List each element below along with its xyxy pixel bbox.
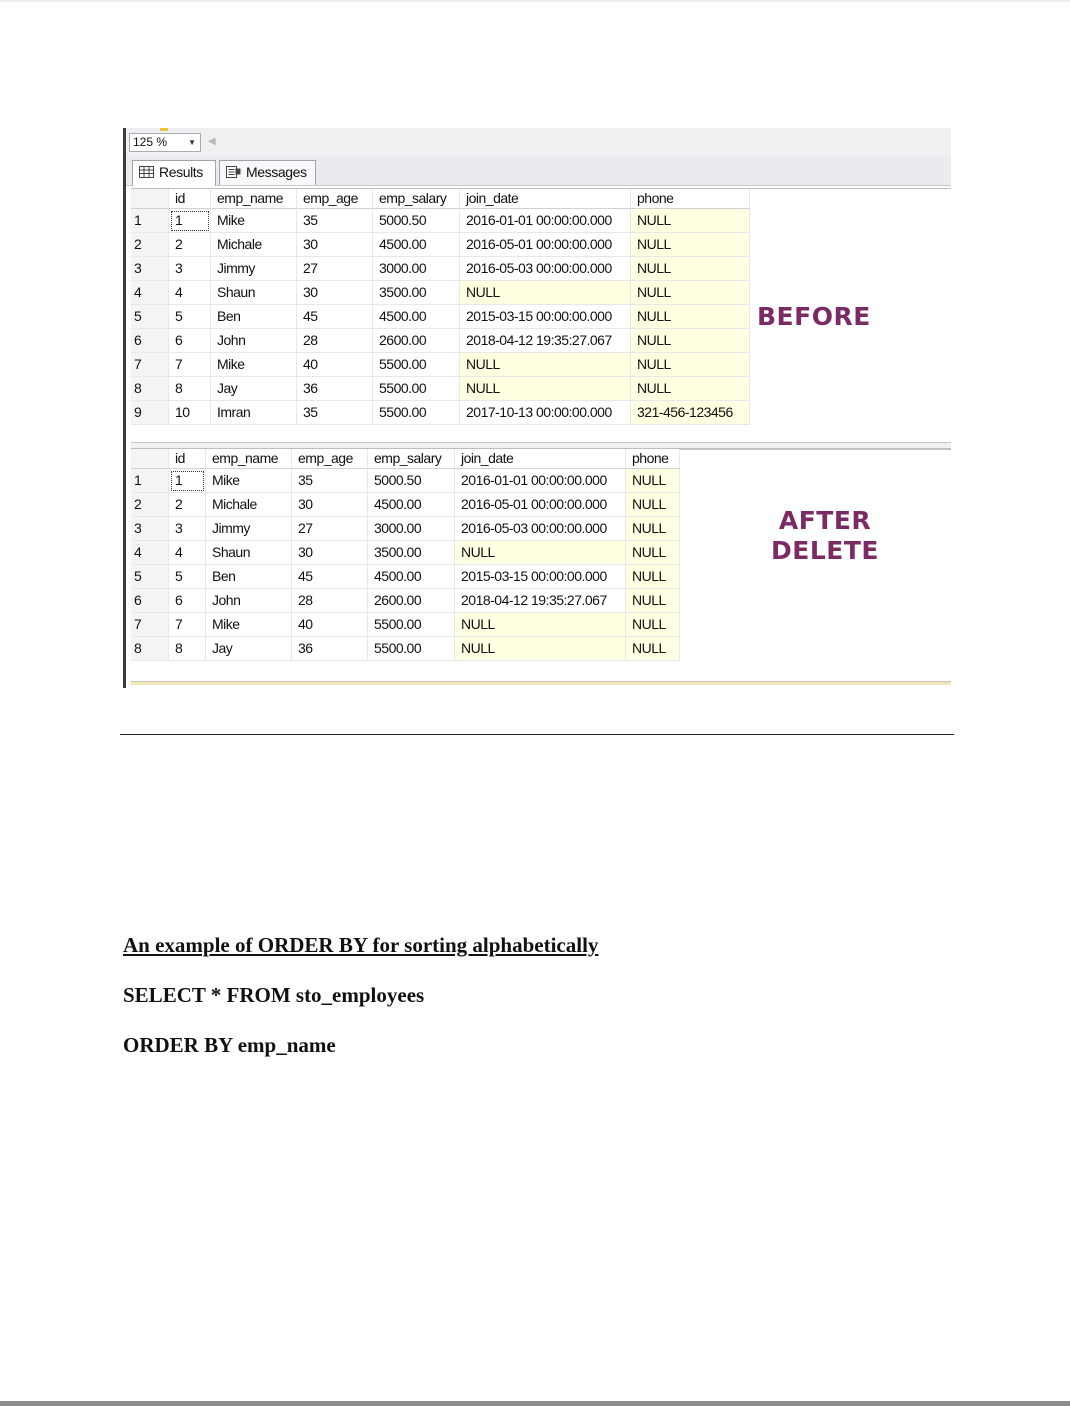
table-cell-emp-age[interactable]: 40 bbox=[297, 353, 373, 377]
column-header-emp-salary[interactable]: emp_salary bbox=[373, 189, 460, 209]
after-label-line1: AFTER bbox=[778, 506, 872, 535]
table-cell-emp-age[interactable]: 36 bbox=[297, 377, 373, 401]
table-cell-id[interactable]: 8 bbox=[169, 377, 211, 401]
row-number[interactable]: 7 bbox=[131, 613, 169, 637]
table-cell-phone[interactable]: NULL bbox=[631, 257, 750, 281]
table-cell-join-date[interactable]: 2016-05-01 00:00:00.000 bbox=[460, 233, 631, 257]
table-cell-id[interactable]: 2 bbox=[169, 493, 206, 517]
table-cell-phone[interactable]: NULL bbox=[626, 637, 680, 661]
table-cell-emp-salary[interactable]: 3000.00 bbox=[368, 517, 455, 541]
table-cell-phone[interactable]: NULL bbox=[631, 233, 750, 257]
table-cell-join-date[interactable]: 2018-04-12 19:35:27.067 bbox=[460, 329, 631, 353]
table-cell-emp-age[interactable]: 45 bbox=[292, 565, 368, 589]
tab-messages[interactable] bbox=[219, 160, 316, 185]
row-number[interactable]: 1 bbox=[131, 209, 169, 233]
table-cell-emp-salary[interactable]: 4500.00 bbox=[373, 233, 460, 257]
table-cell-emp-salary[interactable]: 3500.00 bbox=[373, 281, 460, 305]
table-cell-emp-age[interactable]: 35 bbox=[292, 469, 368, 493]
table-cell-join-date[interactable]: 2018-04-12 19:35:27.067 bbox=[455, 589, 626, 613]
table-cell-emp-salary[interactable]: 2600.00 bbox=[368, 589, 455, 613]
table-cell-emp-salary[interactable]: 4500.00 bbox=[368, 565, 455, 589]
table-cell-emp-name[interactable]: John bbox=[206, 589, 292, 613]
table-cell-id[interactable]: 7 bbox=[169, 353, 211, 377]
table-cell-phone[interactable]: NULL bbox=[631, 305, 750, 329]
table-cell-emp-salary[interactable]: 3000.00 bbox=[373, 257, 460, 281]
table-cell-emp-name[interactable]: Mike bbox=[211, 353, 297, 377]
table-cell-join-date[interactable]: 2015-03-15 00:00:00.000 bbox=[460, 305, 631, 329]
table-cell-join-date[interactable]: NULL bbox=[460, 353, 631, 377]
table-cell-phone[interactable]: NULL bbox=[631, 329, 750, 353]
table-cell-emp-age[interactable]: 30 bbox=[292, 541, 368, 565]
row-number[interactable]: 6 bbox=[131, 329, 169, 353]
column-header-join-date[interactable]: join_date bbox=[460, 189, 631, 209]
grid-corner-header[interactable] bbox=[131, 189, 169, 209]
column-header-join-date[interactable]: join_date bbox=[455, 449, 626, 469]
table-cell-emp-name[interactable]: John bbox=[211, 329, 297, 353]
table-cell-phone[interactable]: 321-456-123456 bbox=[631, 401, 750, 425]
column-header-phone[interactable]: phone bbox=[631, 189, 750, 209]
column-header-emp-age[interactable]: emp_age bbox=[292, 449, 368, 469]
table-cell-phone[interactable]: NULL bbox=[631, 377, 750, 401]
sql-line-order-by: ORDER BY emp_name bbox=[123, 1033, 336, 1057]
table-cell-id[interactable]: 8 bbox=[169, 637, 206, 661]
row-number[interactable]: 8 bbox=[131, 637, 169, 661]
sql-line-select: SELECT * FROM sto_employees bbox=[123, 983, 425, 1007]
table-cell-join-date[interactable]: NULL bbox=[455, 613, 626, 637]
table-cell-emp-salary[interactable]: 5500.00 bbox=[373, 401, 460, 425]
table-cell-emp-name[interactable]: Mike bbox=[206, 469, 292, 493]
table-cell-id[interactable]: 6 bbox=[169, 589, 206, 613]
table-cell-id[interactable]: 7 bbox=[169, 613, 206, 637]
table-cell-emp-age[interactable]: 28 bbox=[297, 329, 373, 353]
zoom-dropdown[interactable] bbox=[129, 133, 201, 152]
table-cell-emp-salary[interactable]: 5500.00 bbox=[368, 637, 455, 661]
table-cell-join-date[interactable]: NULL bbox=[460, 377, 631, 401]
table-cell-emp-age[interactable]: 36 bbox=[292, 637, 368, 661]
section-divider bbox=[120, 734, 954, 735]
table-cell-emp-name[interactable]: Michale bbox=[211, 233, 297, 257]
table-cell-emp-name[interactable]: Shaun bbox=[211, 281, 297, 305]
column-header-id[interactable]: id bbox=[169, 449, 206, 469]
table-cell-id[interactable]: 2 bbox=[169, 233, 211, 257]
table-cell-join-date[interactable]: 2016-05-03 00:00:00.000 bbox=[455, 517, 626, 541]
table-cell-emp-name[interactable]: Ben bbox=[211, 305, 297, 329]
grid-icon bbox=[139, 166, 154, 178]
section-heading: An example of ORDER BY for sorting alphabetically bbox=[123, 933, 599, 957]
table-cell-join-date[interactable]: 2016-05-03 00:00:00.000 bbox=[460, 257, 631, 281]
table-cell-join-date[interactable]: NULL bbox=[455, 541, 626, 565]
table-cell-emp-salary[interactable]: 5000.50 bbox=[368, 469, 455, 493]
table-cell-emp-age[interactable]: 35 bbox=[297, 209, 373, 233]
table-cell-id[interactable]: 3 bbox=[169, 257, 211, 281]
table-cell-emp-salary[interactable]: 5000.50 bbox=[373, 209, 460, 233]
column-header-phone[interactable]: phone bbox=[626, 449, 680, 469]
table-cell-emp-age[interactable]: 28 bbox=[292, 589, 368, 613]
table-cell-emp-salary[interactable]: 2600.00 bbox=[373, 329, 460, 353]
row-number[interactable]: 9 bbox=[131, 401, 169, 425]
table-cell-phone[interactable]: NULL bbox=[626, 613, 680, 637]
table-cell-join-date[interactable]: 2015-03-15 00:00:00.000 bbox=[455, 565, 626, 589]
messages-icon bbox=[226, 166, 241, 178]
row-number[interactable]: 4 bbox=[131, 281, 169, 305]
table-cell-emp-name[interactable]: Ben bbox=[206, 565, 292, 589]
table-cell-phone[interactable]: NULL bbox=[631, 353, 750, 377]
table-cell-id[interactable]: 10 bbox=[169, 401, 211, 425]
table-cell-emp-name[interactable]: Shaun bbox=[206, 541, 292, 565]
table-cell-emp-age[interactable]: 30 bbox=[297, 233, 373, 257]
zoom-marker bbox=[160, 128, 168, 131]
table-cell-phone[interactable]: NULL bbox=[626, 469, 680, 493]
table-cell-emp-salary[interactable]: 5500.00 bbox=[373, 353, 460, 377]
table-cell-phone[interactable]: NULL bbox=[626, 493, 680, 517]
row-number[interactable]: 1 bbox=[131, 469, 169, 493]
page-bottom-rule bbox=[0, 1401, 1070, 1406]
tab-results-label: Results bbox=[159, 164, 203, 180]
table-cell-phone[interactable]: NULL bbox=[626, 589, 680, 613]
column-header-emp-age[interactable]: emp_age bbox=[297, 189, 373, 209]
table-cell-phone[interactable]: NULL bbox=[626, 517, 680, 541]
table-cell-emp-age[interactable]: 35 bbox=[297, 401, 373, 425]
zoom-value: 125 % bbox=[133, 135, 168, 149]
column-header-id[interactable]: id bbox=[169, 189, 211, 209]
tab-results[interactable] bbox=[132, 160, 216, 186]
table-cell-join-date[interactable]: 2016-05-01 00:00:00.000 bbox=[455, 493, 626, 517]
table-cell-id[interactable]: 6 bbox=[169, 329, 211, 353]
table-cell-emp-salary[interactable]: 5500.00 bbox=[368, 613, 455, 637]
table-cell-emp-salary[interactable]: 3500.00 bbox=[368, 541, 455, 565]
row-number[interactable]: 3 bbox=[131, 257, 169, 281]
table-cell-id[interactable]: 3 bbox=[169, 517, 206, 541]
table-cell-emp-age[interactable]: 30 bbox=[297, 281, 373, 305]
table-cell-emp-name[interactable]: Jimmy bbox=[206, 517, 292, 541]
page-top-rule bbox=[0, 0, 1070, 2]
table-cell-emp-age[interactable]: 30 bbox=[292, 493, 368, 517]
before-label: BEFORE bbox=[757, 302, 871, 331]
row-number[interactable]: 8 bbox=[131, 377, 169, 401]
row-number[interactable]: 5 bbox=[131, 565, 169, 589]
table-cell-phone[interactable]: NULL bbox=[626, 565, 680, 589]
table-cell-emp-name[interactable]: Mike bbox=[206, 613, 292, 637]
table-cell-id[interactable]: 4 bbox=[169, 541, 206, 565]
results-tabbar bbox=[126, 156, 951, 186]
table-cell-emp-name[interactable]: Jay bbox=[211, 377, 297, 401]
row-number[interactable]: 2 bbox=[131, 493, 169, 517]
row-number[interactable]: 5 bbox=[131, 305, 169, 329]
column-header-emp-salary[interactable]: emp_salary bbox=[368, 449, 455, 469]
table-cell-id[interactable]: 4 bbox=[169, 281, 211, 305]
table-cell-id[interactable]: 5 bbox=[169, 565, 206, 589]
table-cell-id[interactable]: 5 bbox=[169, 305, 211, 329]
table-cell-emp-salary[interactable]: 4500.00 bbox=[373, 305, 460, 329]
table-cell-join-date[interactable]: 2016-01-01 00:00:00.000 bbox=[460, 209, 631, 233]
row-number[interactable]: 3 bbox=[131, 517, 169, 541]
after-label-line2: DELETE bbox=[771, 536, 879, 565]
row-number[interactable]: 4 bbox=[131, 541, 169, 565]
table-cell-emp-age[interactable]: 27 bbox=[292, 517, 368, 541]
column-header-emp-name[interactable]: emp_name bbox=[206, 449, 292, 469]
table-cell-join-date[interactable]: 2016-01-01 00:00:00.000 bbox=[455, 469, 626, 493]
results-toolbar bbox=[126, 128, 951, 156]
row-number[interactable]: 6 bbox=[131, 589, 169, 613]
table-cell-emp-age[interactable]: 27 bbox=[297, 257, 373, 281]
tab-messages-label: Messages bbox=[246, 164, 307, 180]
ssms-results-screenshot bbox=[123, 128, 951, 688]
table-cell-id[interactable]: 1 bbox=[169, 209, 211, 233]
grid-corner-header[interactable] bbox=[131, 449, 169, 469]
grid-bottom-strip bbox=[131, 681, 951, 685]
after-delete-label bbox=[758, 506, 892, 566]
table-cell-emp-age[interactable]: 40 bbox=[292, 613, 368, 637]
table-cell-emp-salary[interactable]: 5500.00 bbox=[373, 377, 460, 401]
table-cell-phone[interactable]: NULL bbox=[631, 209, 750, 233]
scroll-left-arrow-icon[interactable]: ◀ bbox=[208, 136, 216, 147]
editor-left-border bbox=[123, 128, 126, 688]
column-header-emp-name[interactable]: emp_name bbox=[211, 189, 297, 209]
table-cell-emp-salary[interactable]: 4500.00 bbox=[368, 493, 455, 517]
table-cell-phone[interactable]: NULL bbox=[631, 281, 750, 305]
table-cell-join-date[interactable]: NULL bbox=[455, 637, 626, 661]
table-cell-emp-name[interactable]: Imran bbox=[211, 401, 297, 425]
row-number[interactable]: 7 bbox=[131, 353, 169, 377]
table-cell-emp-name[interactable]: Jay bbox=[206, 637, 292, 661]
table-cell-id[interactable]: 1 bbox=[169, 469, 206, 493]
table-cell-emp-age[interactable]: 45 bbox=[297, 305, 373, 329]
row-number[interactable]: 2 bbox=[131, 233, 169, 257]
chevron-down-icon[interactable]: ▼ bbox=[188, 138, 196, 147]
table-cell-join-date[interactable]: NULL bbox=[460, 281, 631, 305]
table-cell-phone[interactable]: NULL bbox=[626, 541, 680, 565]
table-cell-emp-name[interactable]: Michale bbox=[206, 493, 292, 517]
table-cell-join-date[interactable]: 2017-10-13 00:00:00.000 bbox=[460, 401, 631, 425]
table-cell-emp-name[interactable]: Mike bbox=[211, 209, 297, 233]
table-cell-emp-name[interactable]: Jimmy bbox=[211, 257, 297, 281]
